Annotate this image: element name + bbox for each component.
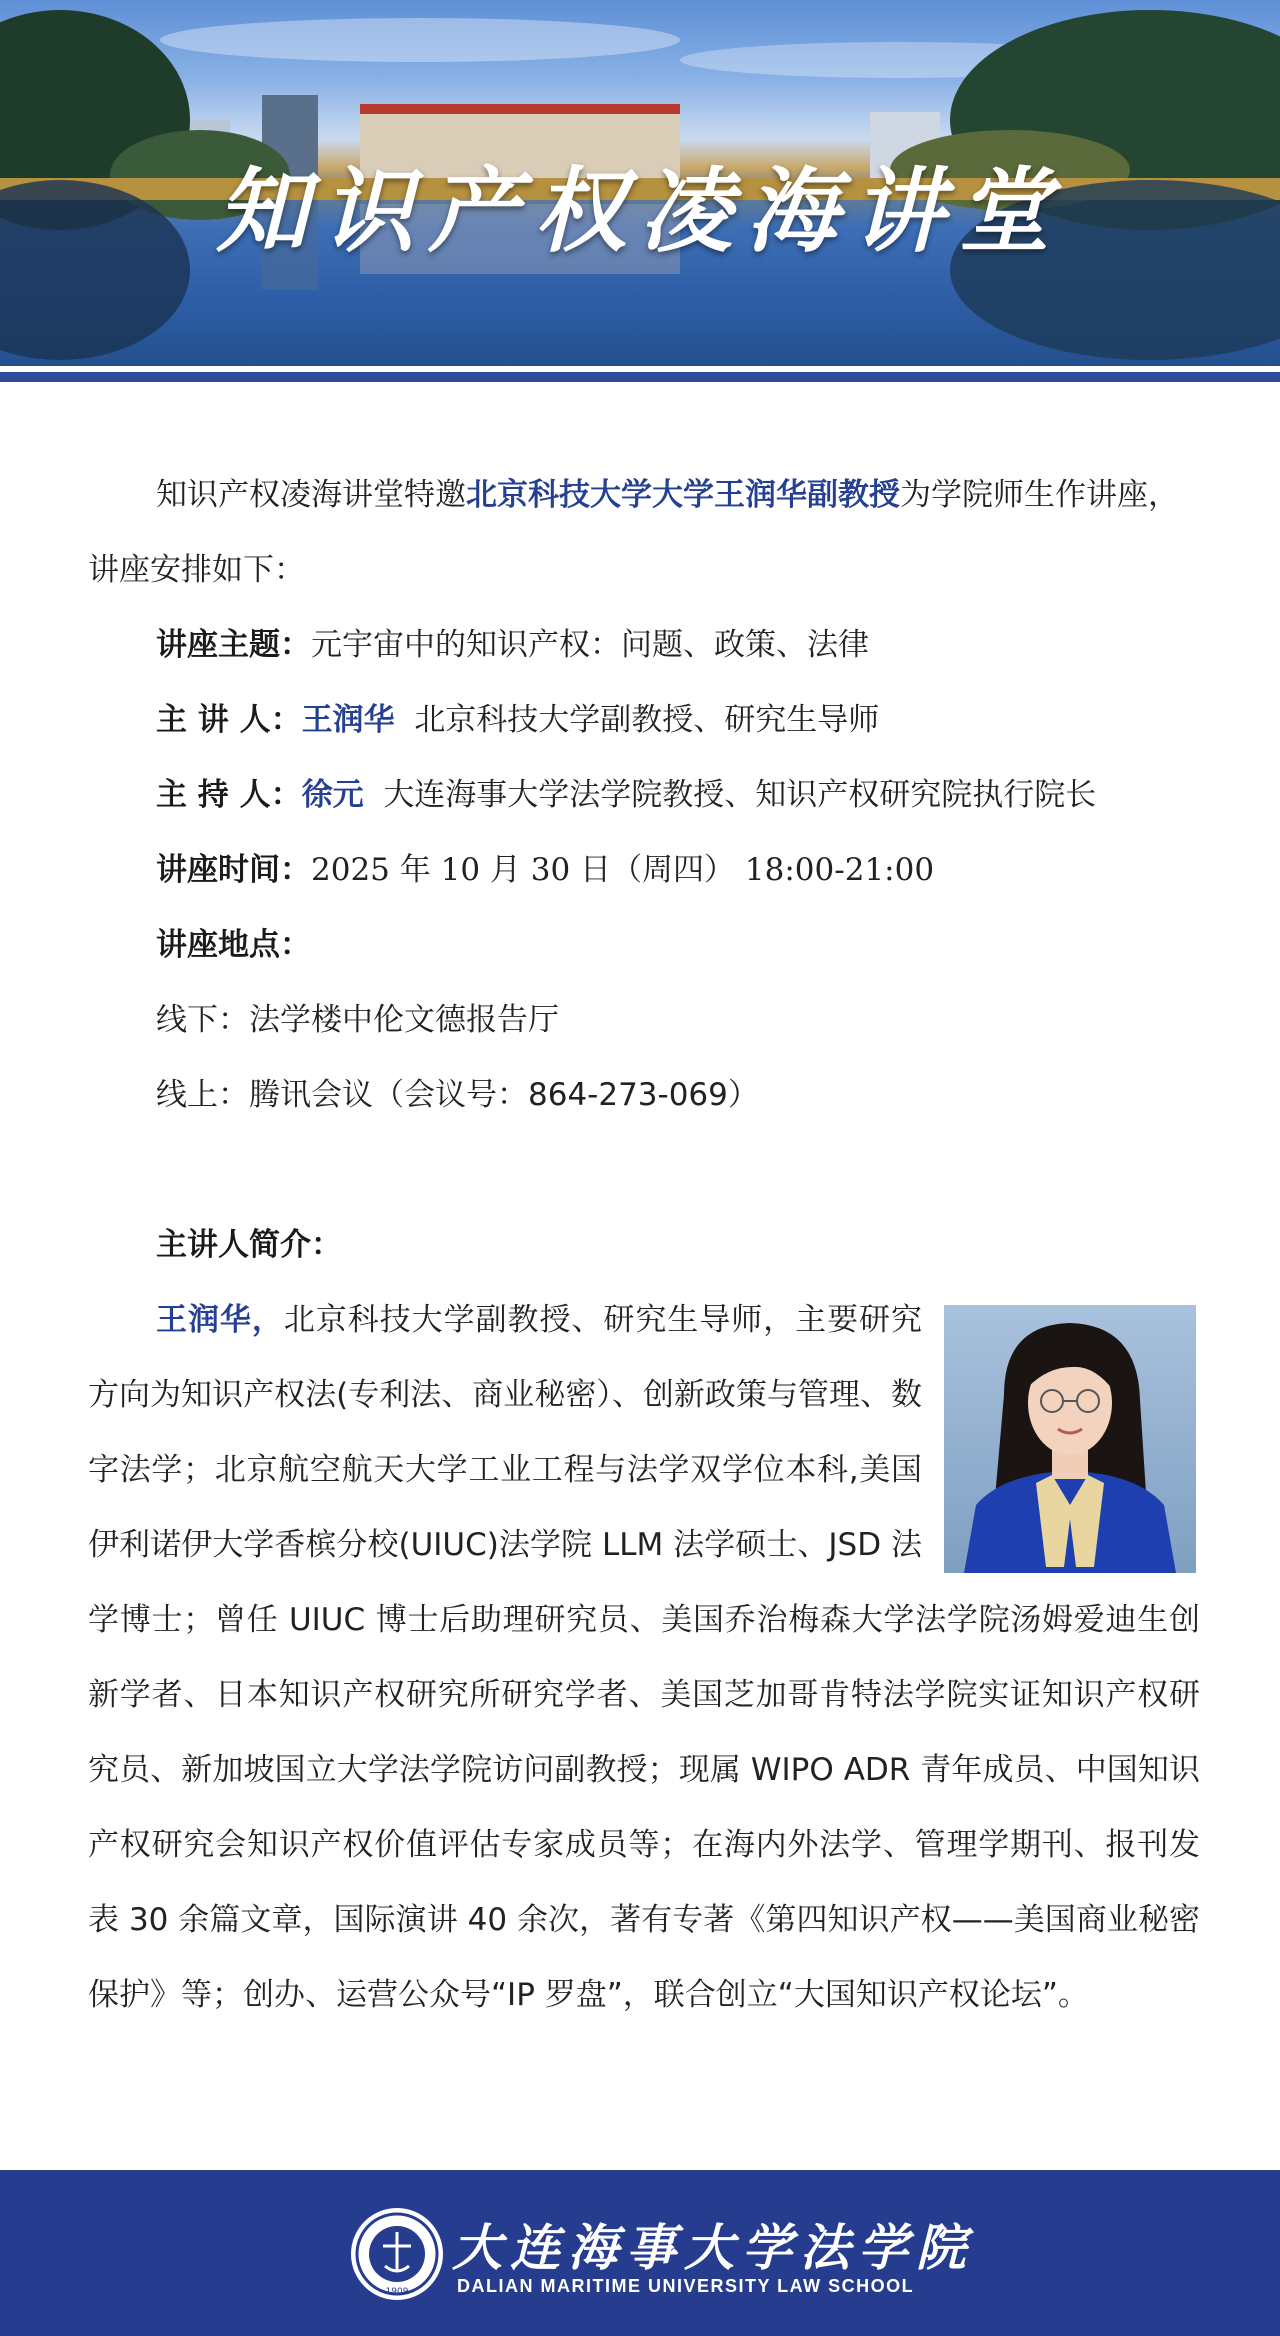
place-label: 讲座地点： <box>156 927 311 963</box>
university-seal-icon <box>349 2206 445 2302</box>
offline-venue: 线下：法学楼中伦文德报告厅 <box>156 1002 559 1038</box>
bio-text: 北京科技大学副教授、研究生导师，主要研究方向为知识产权法(专利法、商业秘密）、创新政策与管理、数字法学；北京航空航天大学工业工程与法学双学位本科,美国伊利诺伊大学香槟分校(UIUC)法学院 LLM 法学硕士、JSD 法学博士；曾任 UIUC 博士后助理研究员、美国乔治梅森大学法学院汤姆爱迪生创新学者、日本知识产权研究所研究学者、美国芝加哥肯特法学院实证知识产权研究员、新加坡国立大学法学院访问副教授；现属 WIPO ADR 青年成员、中国知识产权研究会知识产权价值评估专家成员等；在海内外法学、管理学期刊、报刊发表 30 余篇文章，国际演讲 40 余次，著有专著《第四知识产权——美国商业秘密保护》等；创办、运营公众号“IP 罗盘”，联合创立“大国知识产权论坛”。 <box>88 1302 1200 2013</box>
intro-paragraph <box>88 458 1200 608</box>
school-name-cn: 大连海事大学法学院 <box>452 2218 974 2277</box>
banner-title: 知识产权凌海讲堂 <box>215 157 1064 265</box>
host-title: 大连海事大学法学院教授、知识产权研究院执行院长 <box>383 777 1097 813</box>
footer-band <box>0 2170 1280 2336</box>
topic-value: 元宇宙中的知识产权：问题、政策、法律 <box>311 627 869 663</box>
speaker-label: 主 讲 人： <box>156 702 302 738</box>
banner-divider-blue <box>0 372 1280 382</box>
topic-row <box>88 608 1200 683</box>
bio-name: 王润华， <box>156 1302 284 1338</box>
header-banner <box>0 0 1280 366</box>
time-value: 2025 年 10 月 30 日（周四） 18:00-21:00 <box>311 852 935 888</box>
host-label: 主 持 人： <box>156 777 302 813</box>
online-venue: 线上：腾讯会议（会议号：864-273-069） <box>156 1077 759 1113</box>
speaker-photo <box>944 1305 1196 1573</box>
intro-suffix: 为学院师生作讲座，讲座安排如下： <box>88 477 1179 588</box>
place-row <box>88 908 1200 983</box>
intro-prefix: 知识产权凌海讲堂特邀 <box>156 477 466 513</box>
time-label: 讲座时间： <box>156 852 311 888</box>
host-name: 徐元 <box>301 777 364 813</box>
speaker-title: 北京科技大学副教授、研究生导师 <box>414 702 880 738</box>
seal-year: 1909 <box>385 2287 409 2297</box>
intro-guest: 北京科技大学大学王润华副教授 <box>466 477 900 513</box>
speaker-name: 王润华 <box>301 702 395 738</box>
topic-label: 讲座主题： <box>156 627 311 663</box>
host-row <box>88 758 1200 833</box>
bio-heading-row <box>88 1208 1200 1283</box>
speaker-portrait-image <box>944 1305 1196 1573</box>
school-name-en: DALIAN MARITIME UNIVERSITY LAW SCHOOL <box>457 2276 915 2296</box>
announcement-body <box>88 458 1200 2033</box>
spacer <box>88 1133 1200 1208</box>
bio-heading: 主讲人简介： <box>156 1227 342 1263</box>
time-row <box>88 833 1200 908</box>
speaker-row <box>88 683 1200 758</box>
